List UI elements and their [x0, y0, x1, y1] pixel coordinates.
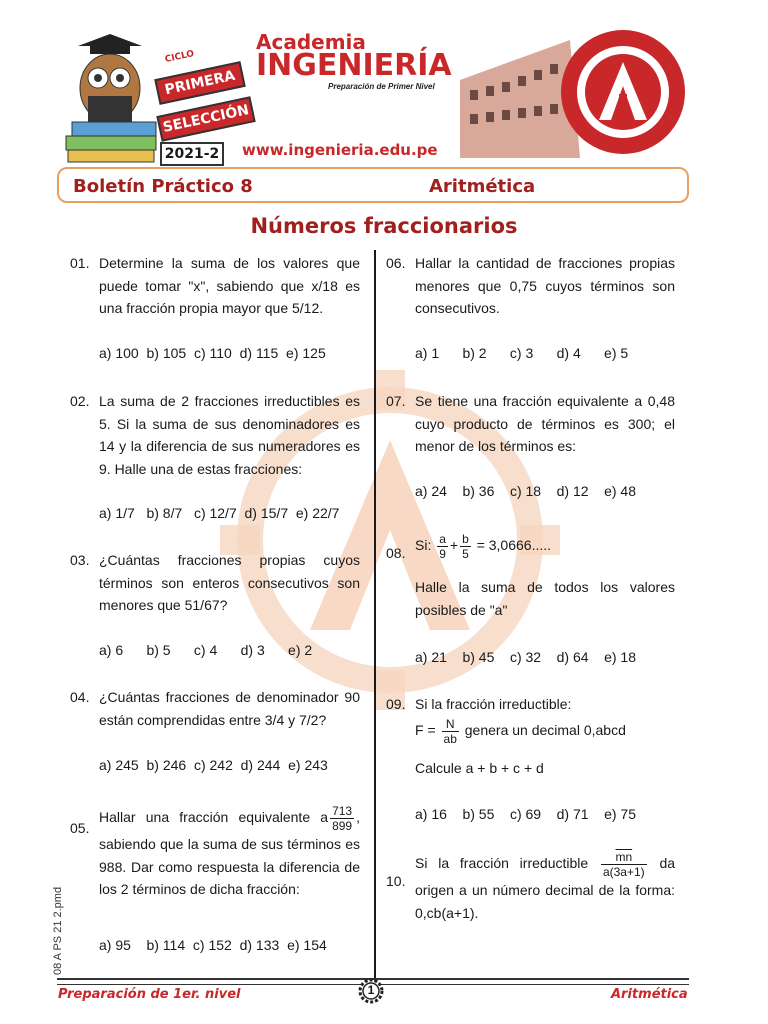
answer-options: a) 95 b) 114 c) 152 d) 133 e) 154: [99, 937, 327, 953]
fraction-denominator: a(3a+1): [602, 865, 645, 879]
footer-right-label: Aritmética: [611, 987, 688, 1002]
fraction-definition: [415, 717, 675, 746]
answer-options: a) 1 b) 2 c) 3 d) 4 e) 5: [415, 345, 629, 361]
academy-label: Academia: [256, 30, 366, 54]
problem-number: 04.: [70, 689, 90, 705]
page-header: [0, 0, 768, 170]
page-number: 1: [367, 983, 375, 997]
problem-text: La suma de 2 fracciones irreductibles es 5. Si la suma de sus denominadores es 14 y la diferencia de sus numeradores es 9. Halle una de estas fracciones:: [99, 393, 360, 477]
problem-number: 09.: [386, 696, 406, 712]
answer-options: a) 16 b) 55 c) 69 d) 71 e) 75: [415, 806, 636, 822]
academy-logo-icon: [555, 24, 691, 160]
equation-result: = 3,0666.....: [476, 537, 552, 554]
fraction-numerator: $\overline{mn}$: [601, 850, 647, 865]
fraction-numerator: b: [462, 532, 469, 546]
problem-text: ¿Cuántas fracciones propias cuyos términos son enteros consecutivos son menores que 51/67?: [99, 552, 360, 613]
website-link[interactable]: www.ingenieria.edu.pe: [242, 141, 438, 159]
fraction-a-9: [437, 532, 448, 561]
problem-number: 07.: [386, 393, 406, 409]
owl-mascot-icon: [58, 26, 168, 166]
file-code: 08 A PS 21 2.pmd: [52, 886, 64, 975]
calculate-text: Calcule a + b + c + d: [415, 760, 544, 776]
problem-text: Determine la suma de los valores que puede tomar "x", sabiendo que x/18 es una fracción propia mayor que 5/12.: [99, 255, 360, 316]
problem-text: Se tiene una fracción equivalente a 0,48 cuyo producto de términos es 300; el menor de los términos es:: [415, 393, 675, 454]
brand-name: INGENIERÍA: [256, 48, 452, 83]
subject-label: Aritmética: [429, 176, 536, 197]
bulletin-bar: [57, 167, 689, 203]
fraction: [330, 804, 354, 833]
problem-text-b: da origen a un número decimal de la forma: 0,cb(a+1).: [415, 855, 676, 921]
problem-text-b: , sabiendo que la suma de sus términos es 988. Dar como respuesta la diferencia de los 2 términos de dicha fracción:: [99, 809, 360, 897]
problem-number: 02.: [70, 393, 90, 409]
fraction-denominator: 5: [462, 547, 469, 561]
answer-options: a) 100 b) 105 c) 110 d) 115 e) 125: [99, 345, 326, 361]
primera-ribbon: PRIMERA: [154, 61, 245, 105]
si-label: Si:: [415, 537, 432, 554]
answer-options: a) 6 b) 5 c) 4 d) 3 e) 2: [99, 642, 313, 658]
problem-number: 08.: [386, 545, 406, 561]
ciclo-label: CICLO: [159, 48, 201, 70]
problem-number: 10.: [386, 873, 406, 889]
problem-number: 03.: [70, 552, 90, 568]
year-badge: 2021-2: [160, 142, 224, 166]
column-divider: [374, 250, 376, 982]
problem-number: 05.: [70, 820, 90, 836]
answer-options: a) 245 b) 246 c) 242 d) 244 e) 243: [99, 757, 328, 773]
problem-text: Halle la suma de todos los valores posibles de "a": [415, 579, 675, 618]
f-label: F =: [415, 722, 436, 739]
problem-text: Hallar la cantidad de fracciones propias menores que 0,75 cuyos términos son consecutivos.: [415, 255, 675, 316]
problem-text-a: Si la fracción irreductible: [415, 855, 589, 872]
fraction-numerator: a: [439, 532, 446, 546]
fraction-b-5: [460, 532, 471, 561]
footer-left-label: Preparación de 1er. nivel: [58, 987, 241, 1002]
problem-text: Si la fracción irreductible:: [415, 696, 572, 712]
answer-options: a) 21 b) 45 c) 32 d) 64 e) 18: [415, 649, 636, 665]
problem-number: 01.: [70, 255, 90, 271]
problem-number: 06.: [386, 255, 406, 271]
seleccion-ribbon: SELECCIÓN: [156, 96, 255, 141]
problem-text: [99, 804, 360, 901]
problem-text-a: Hallar una fracción equivalente a: [99, 809, 329, 826]
answer-options: a) 1/7 b) 8/7 c) 12/7 d) 15/7 e) 22/7: [99, 505, 340, 521]
fraction-denominator: ab: [443, 732, 457, 746]
fraction-numerator: N: [442, 717, 459, 732]
problem-text: ¿Cuántas fracciones de denominador 90 están comprendidas entre 3/4 y 7/2?: [99, 689, 360, 728]
fraction-denominator: 899: [332, 819, 353, 833]
problem-text: [415, 850, 675, 924]
fraction-numerator: 713: [332, 804, 353, 818]
generates-decimal-text: genera un decimal 0,abcd: [464, 722, 626, 739]
fraction-mn: [601, 850, 647, 879]
plus-sign: +: [449, 537, 459, 554]
fraction-denominator: 9: [439, 547, 446, 561]
page-title: Números fraccionarios: [250, 214, 518, 238]
bulletin-number: Boletín Práctico 8: [73, 176, 253, 197]
fraction-n-ab: [442, 717, 459, 746]
problem-equation: [415, 532, 675, 561]
answer-options: a) 24 b) 36 c) 18 d) 12 e) 48: [415, 483, 636, 499]
brand-tagline: Preparación de Primer Nivel: [328, 82, 435, 91]
